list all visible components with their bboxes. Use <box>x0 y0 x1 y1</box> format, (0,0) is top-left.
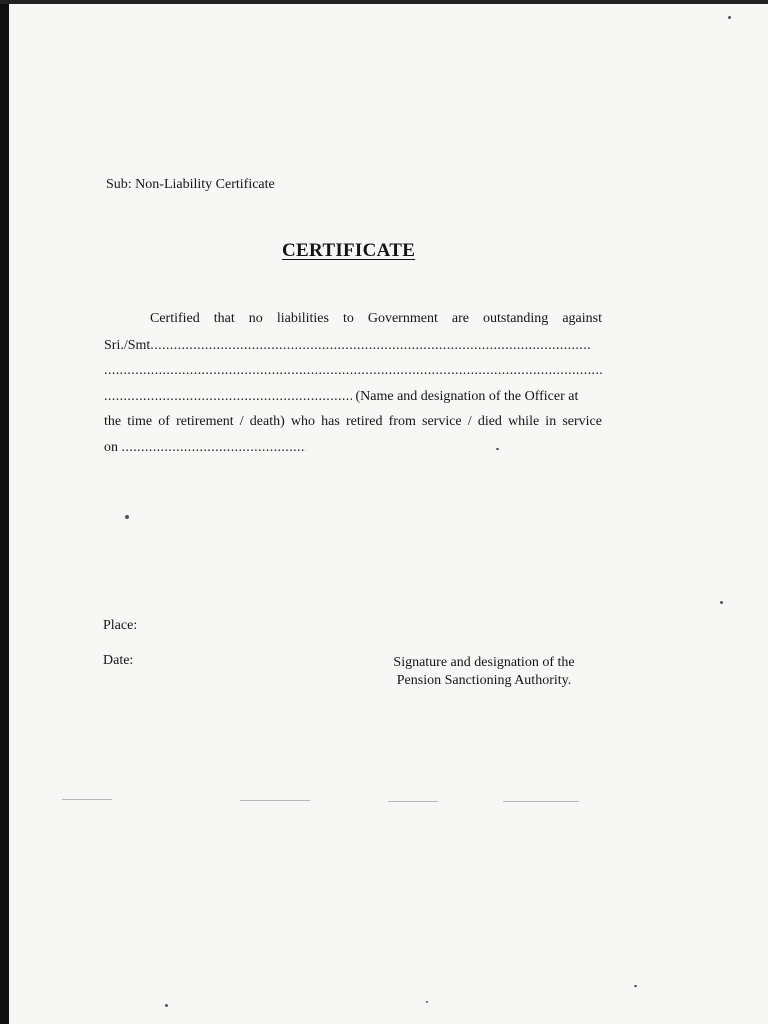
page-title: CERTIFICATE <box>282 240 416 261</box>
designation-fill-blank <box>104 389 352 405</box>
date-fill-blank <box>122 440 306 456</box>
body-line-1: Certified that no liabilities to Government are outstanding against <box>150 311 602 326</box>
scan-speck <box>165 1004 168 1007</box>
scan-speck <box>496 448 499 450</box>
on-label: on <box>104 440 118 455</box>
signature-line-2: Pension Sanctioning Authority. <box>396 673 572 688</box>
signature-block <box>378 654 590 690</box>
place-label: Place: <box>103 618 138 633</box>
body-line-4 <box>104 389 602 405</box>
body-line-2 <box>104 338 602 354</box>
sri-smt-label: Sri./Smt <box>104 338 151 353</box>
date-label: Date: <box>103 653 134 668</box>
scan-speck <box>426 1001 428 1003</box>
scan-speck <box>125 515 129 519</box>
body-line-6 <box>104 440 602 456</box>
subject-line: Sub: Non-Liability Certificate <box>106 177 275 192</box>
scan-dash <box>62 799 112 800</box>
scan-speck <box>634 985 637 987</box>
scan-dash <box>388 801 438 802</box>
scan-edge-top <box>0 0 768 4</box>
scan-speck <box>728 16 731 19</box>
scan-dash <box>240 800 310 801</box>
body-line-3 <box>104 363 602 379</box>
scan-speck <box>720 601 723 604</box>
scan-dash <box>503 801 579 802</box>
name-fill-blank <box>150 338 592 354</box>
signature-line-1: Signature and designation of the <box>393 655 575 670</box>
body-line-5: the time of retirement / death) who has retired from service / died while in service <box>104 414 602 429</box>
scan-edge-left <box>0 0 9 1024</box>
name-continuation-blank <box>104 363 602 379</box>
designation-note: (Name and designation of the Officer at <box>355 389 579 404</box>
